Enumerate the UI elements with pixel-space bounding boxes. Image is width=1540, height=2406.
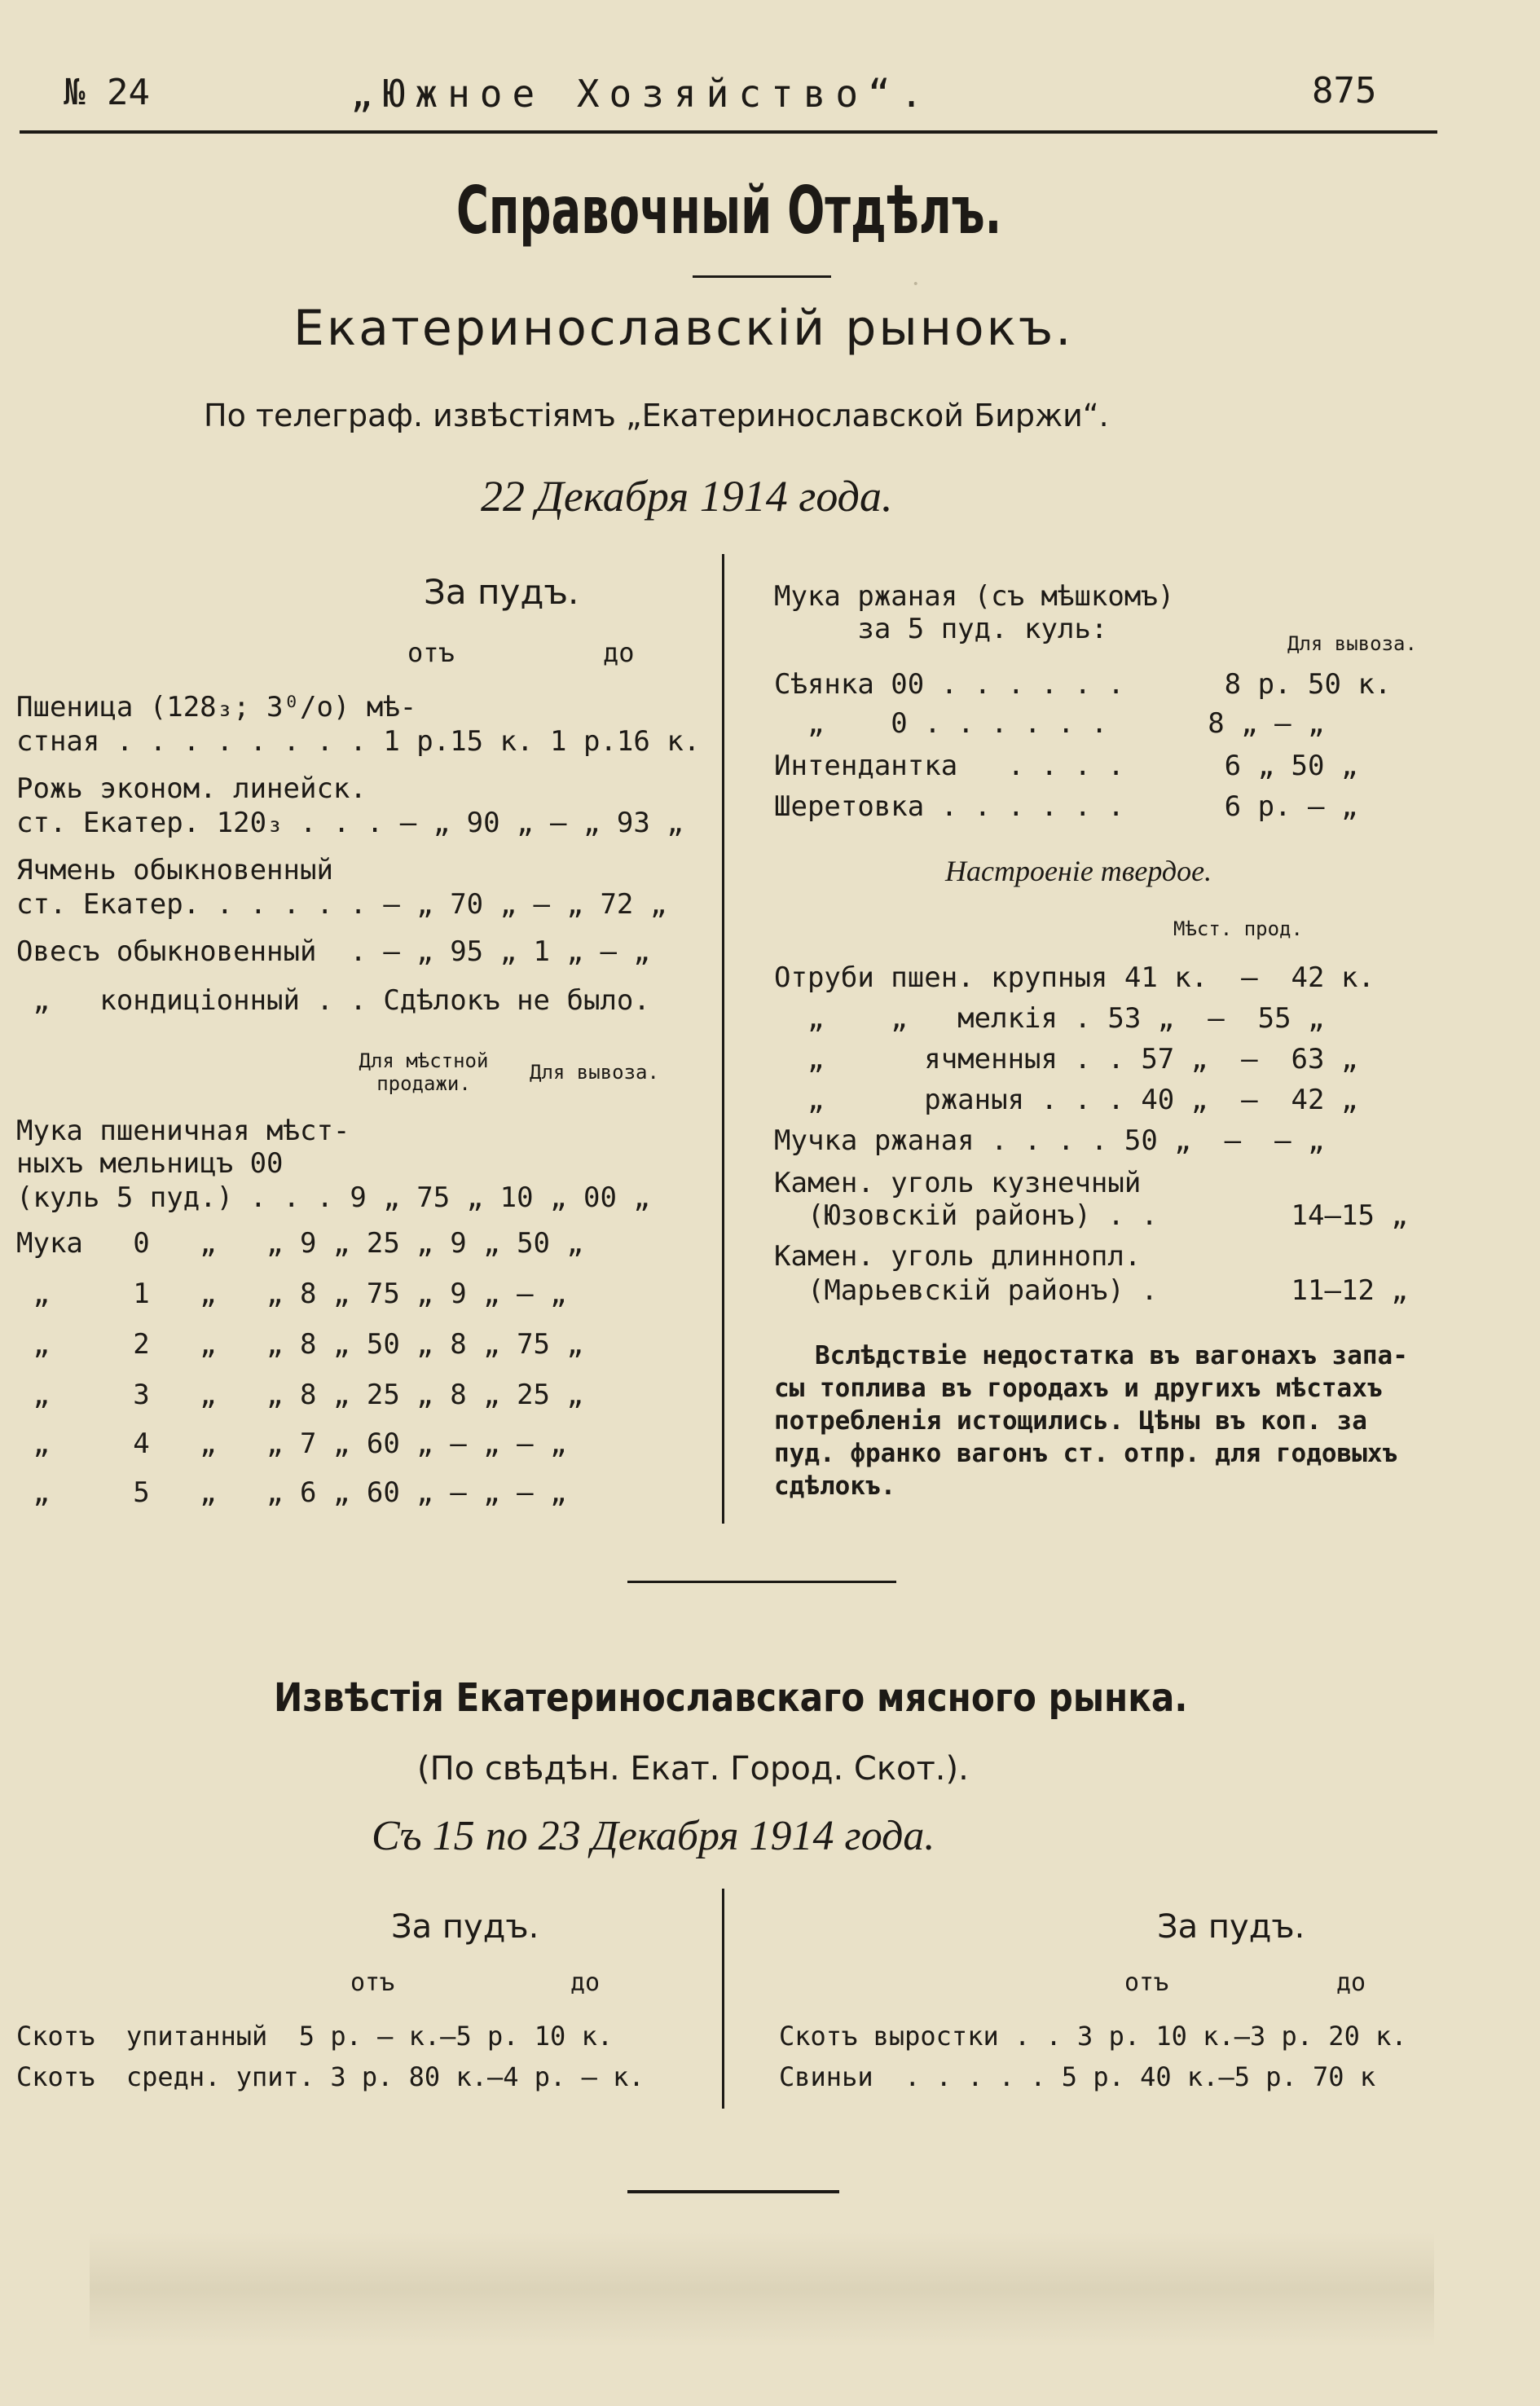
coal-row: Камен. уголь кузнечный [774, 1167, 1142, 1199]
coal-row: (Юзовскій районъ) . . 14—15 „ [774, 1199, 1408, 1232]
market2-date: Съ 15 по 23 Декабря 1914 года. [372, 1813, 935, 1859]
page-number: 875 [1312, 70, 1377, 112]
grain-row: ст. Екатер. . . . . . — „ 70 „ — „ 72 „ [16, 888, 667, 921]
market-mood: Настроеніе твердое. [945, 855, 1212, 887]
flour-row: Мука пшеничная мѣст- [16, 1115, 350, 1147]
market1-date: 22 Декабря 1914 года. [481, 472, 893, 521]
issue-number: № 24 [64, 72, 150, 113]
grain-row: Рожь эконом. линейск. [16, 772, 367, 805]
note-line: потребленія истощились. Цѣны въ коп. за [774, 1406, 1367, 1436]
rye-flour-row: Шеретовка . . . . . . 6 р. — „ [774, 790, 1358, 823]
bottom-rule [627, 2190, 839, 2193]
cattle-row: Скотъ выростки . . 3 р. 10 к.—3 р. 20 к. [779, 2021, 1407, 2052]
bran-row: „ „ мелкія . 53 „ — 55 „ [774, 1002, 1325, 1035]
bran-row: Мучка ржаная . . . . 50 „ — — „ [774, 1124, 1325, 1157]
grain-row: ст. Екатер. 120₃ . . . — „ 90 „ — „ 93 „ [16, 807, 684, 839]
left-col-local: Для мѣстной продажи. [359, 1049, 489, 1095]
market1-subtitle: По телеграф. извѣстіямъ „Екатеринославской Биржи“. [204, 398, 1109, 433]
note-line: пуд. франко вагонъ ст. отпр. для годовыхъ [774, 1439, 1398, 1468]
section-separator [627, 1581, 896, 1583]
meat-right-col-to: до [1336, 1968, 1366, 1997]
meat-right-unit: За пудъ. [1157, 1908, 1305, 1946]
flour-row: „ 4 „ „ 7 „ 60 „ — „ — „ [16, 1427, 567, 1460]
bran-row: „ ржаныя . . . 40 „ — 42 „ [774, 1084, 1358, 1116]
right-col-export: Для вывоза. [1287, 632, 1417, 655]
cattle-row: Скотъ упитанный 5 р. — к.—5 р. 10 к. [16, 2021, 614, 2052]
left-col-from: отъ [407, 637, 455, 668]
rye-flour-row: Мука ржаная (съ мѣшкомъ) [774, 580, 1175, 613]
grain-row: „ кондиціонный . . Сдѣлокъ не было. [16, 984, 650, 1017]
meat-column-divider [722, 1889, 724, 2109]
right-col-local: Мѣст. прод. [1173, 917, 1303, 940]
meat-right-col-from: отъ [1124, 1968, 1169, 1997]
coal-row: (Марьевскій районъ) . 11—12 „ [774, 1274, 1408, 1307]
flour-row: ныхъ мельницъ 00 [16, 1147, 284, 1180]
bleed-through-text: · [913, 269, 920, 299]
meat-left-col-to: до [570, 1968, 601, 1997]
left-unit-label: За пудъ. [424, 572, 579, 612]
pig-row: Свиньи . . . . . 5 р. 40 к.—5 р. 70 к [779, 2061, 1376, 2092]
header-rule [20, 130, 1437, 134]
title-divider [693, 275, 831, 278]
journal-title: „Южное Хозяйство“. [350, 72, 933, 116]
note-line: сдѣлокъ. [774, 1471, 896, 1501]
grain-row: Ячмень обыкновенный [16, 854, 333, 886]
flour-row: Мука 0 „ „ 9 „ 25 „ 9 „ 50 „ [16, 1227, 583, 1260]
flour-row: „ 5 „ „ 6 „ 60 „ — „ — „ [16, 1476, 567, 1509]
footer-bleed [90, 2232, 1434, 2347]
flour-row: „ 2 „ „ 8 „ 50 „ 8 „ 75 „ [16, 1328, 583, 1361]
bran-row: Отруби пшен. крупныя 41 к. — 42 к. [774, 961, 1375, 994]
grain-row: Пшеница (128₃; 3⁰/о) мѣ- [16, 691, 417, 724]
cattle-row: Скотъ средн. упит. 3 р. 80 к.—4 р. — к. [16, 2061, 645, 2092]
column-divider [722, 554, 724, 1524]
rye-flour-row: за 5 пуд. куль: [774, 613, 1108, 645]
meat-left-col-from: отъ [350, 1968, 395, 1997]
flour-row: „ 1 „ „ 8 „ 75 „ 9 „ — „ [16, 1278, 567, 1310]
rye-flour-row: Сѣянка 00 . . . . . . 8 р. 50 к. [774, 668, 1392, 701]
flour-row: „ 3 „ „ 8 „ 25 „ 8 „ 25 „ [16, 1379, 583, 1411]
left-col-to: до [603, 637, 635, 668]
rye-flour-row: Интендантка . . . . 6 „ 50 „ [774, 750, 1358, 782]
rye-flour-row: „ 0 . . . . . . 8 „ — „ [774, 707, 1325, 740]
coal-row: Камен. уголь длиннопл. [774, 1240, 1142, 1273]
grain-row: стная . . . . . . . . 1 р.15 к. 1 р.16 к. [16, 725, 701, 758]
market2-title: Извѣстія Екатеринославскаго мясного рынка. [274, 1675, 1188, 1721]
meat-left-unit: За пудъ. [391, 1908, 539, 1946]
section-title: Справочный Отдѣлъ. [456, 173, 1002, 249]
note-line: Вслѣдствіе недостатка въ вагонахъ запа- [815, 1341, 1408, 1370]
grain-row: Овесъ обыкновенный . — „ 95 „ 1 „ — „ [16, 935, 650, 968]
market1-title: Екатеринославскій рынокъ. [293, 300, 1074, 357]
market2-subtitle: (По свѣдѣн. Екат. Город. Скот.). [417, 1750, 969, 1788]
bran-row: „ ячменныя . . 57 „ — 63 „ [774, 1043, 1358, 1075]
left-col-export: Для вывоза. [530, 1061, 659, 1084]
flour-row: (куль 5 пуд.) . . . 9 „ 75 „ 10 „ 00 „ [16, 1181, 650, 1214]
note-line: сы топлива въ городахъ и другихъ мѣстахъ [774, 1374, 1383, 1403]
